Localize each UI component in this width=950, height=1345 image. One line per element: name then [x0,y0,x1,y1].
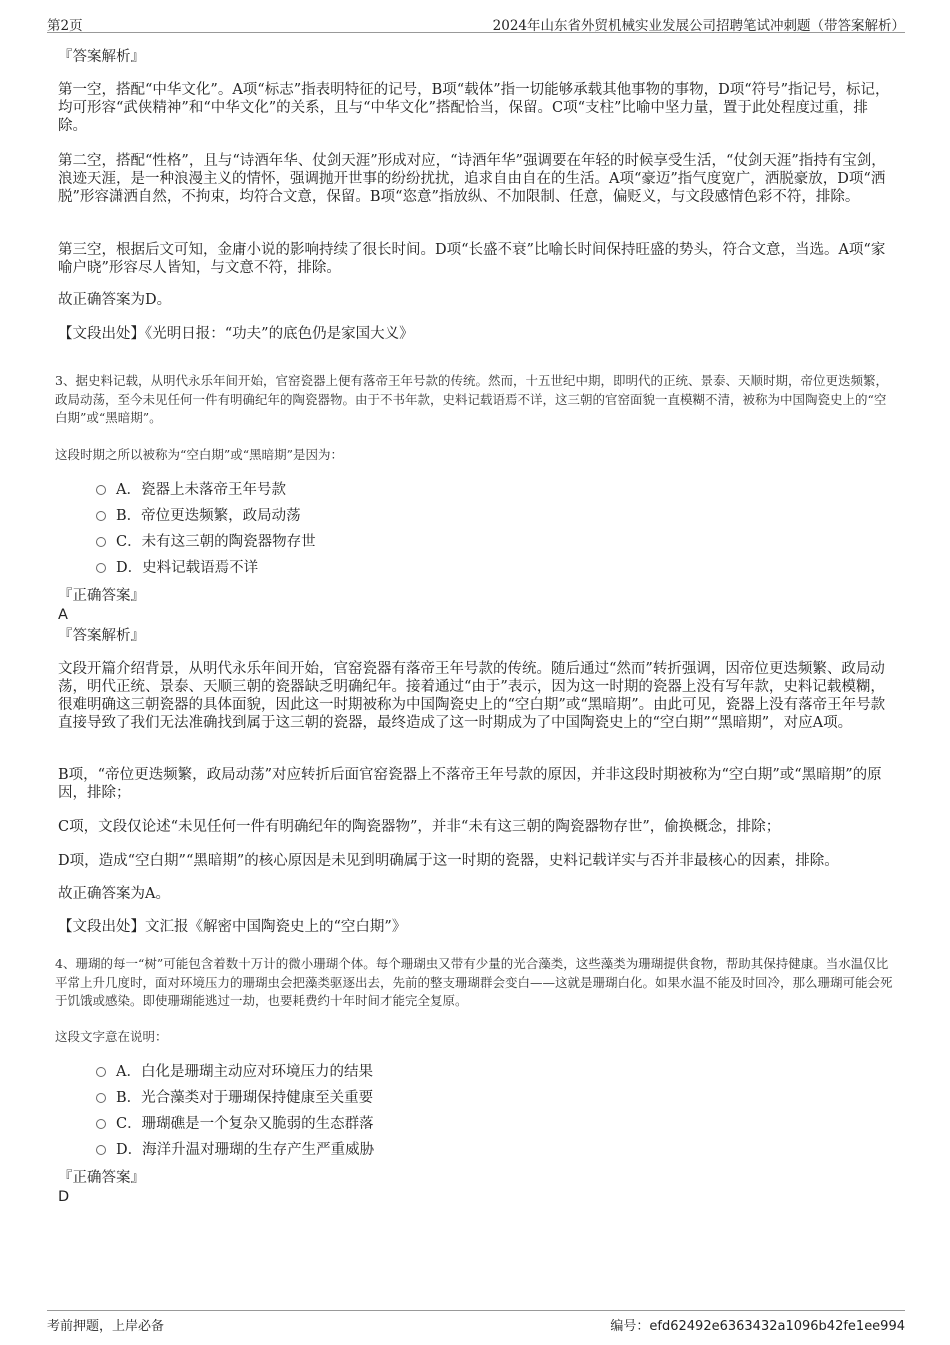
radio-icon[interactable] [96,537,106,547]
q3-source: 【文段出处】文汇报《解密中国陶瓷史上的“空白期”》 [58,919,407,935]
q3-analysis-para4: D项，造成“空白期”“黑暗期”的核心原因是未见到明确属于这一时期的瓷器，史料记载详实与否并非最核心的因素，排除。 [58,853,839,869]
footer-slogan: 考前押题，上岸必备 [47,1319,165,1334]
q3-option-c-label: C．未有这三朝的陶瓷器物存世 [116,534,316,550]
q3-option-a[interactable] [96,481,286,499]
q4-option-d[interactable] [96,1141,374,1159]
q4-option-a[interactable] [96,1063,373,1081]
q3-option-d-label: D．史料记载语焉不详 [116,560,259,576]
q3-analysis-para1: 文段开篇介绍背景，从明代永乐年间开始，官窑瓷器有落帝王年号款的传统。随后通过“然而”转折强调，因帝位更迭频繁、政局动荡，明代正统、景泰、天顺三朝的瓷器缺乏明确纪年。接着通过“由于”表示，因为这一时期的瓷器上没有写年款，史料记载模糊，很难明确这三朝瓷器的具体面貌，因此这一时期被称为中国陶瓷史上的“空白期”或“黑暗期”。由此可见，瓷器上没有落帝王年号款直接导致了我们无法准确找到属于这三朝的瓷器，最终造成了这一时期成为了中国陶瓷史上的“空白期”“黑暗期”，对应A项。 [58,661,886,731]
q4-option-c-label: C．珊瑚礁是一个复杂又脆弱的生态群落 [116,1116,374,1132]
q4-question: 这段文字意在说明： [55,1029,168,1044]
q4-option-b-label: B．光合藻类对于珊瑚保持健康至关重要 [116,1090,374,1106]
q3-answer-title: 『正确答案』 [58,588,145,604]
page-number: 第2页 [47,18,83,34]
radio-icon[interactable] [96,1093,106,1103]
q4-option-c[interactable] [96,1115,374,1133]
radio-icon[interactable] [96,1067,106,1077]
q3-question: 这段时期之所以被称为“空白期”或“黑暗期”是因为： [55,447,344,462]
q3-answer: A [58,607,68,623]
q4-option-b[interactable] [96,1089,373,1107]
q2-source: 【文段出处】《光明日报：“功夫”的底色仍是家国大义》 [58,326,414,342]
q3-stem: 3、据史料记载，从明代永乐年间开始，官窑瓷器上便有落帝王年号款的传统。然而，十五世纪中期，即明代的正统、景泰、天顺时期，帝位更迭频繁，政局动荡，至今未见任何一件有明确纪年的陶瓷器物。由于不书年款，史料记载语焉不详，这三朝的官窑面貌一直模糊不清，被称为中国陶瓷史上的“空白期”或“黑暗期”。 [55,373,888,425]
q2-analysis-para2: 第二空，搭配“性格”，且与“诗酒年华、仗剑天涯”形成对应，“诗酒年华”强调要在年轻的时候享受生活，“仗剑天涯”指持有宝剑，浪迹天涯，是一种浪漫主义的情怀，强调抛开世事的纷纷扰扰，追求自由自在的生活。A项“豪迈”指气度宽广，洒脱豪放，D项“洒脱”形容潇洒自然，不拘束，均符合文意，保留。B项“恣意”指放纵、不加限制、任意，偏贬义，与文段感情色彩不符，排除。 [58,153,886,205]
document-code-label: 编号： [610,1319,650,1334]
radio-icon[interactable] [96,1119,106,1129]
q3-analysis-para3: C项，文段仅论述“未见任何一件有明确纪年的陶瓷器物”，并非“未有这三朝的陶瓷器物存世”，偷换概念，排除； [58,819,781,835]
q2-analysis-para1: 第一空，搭配“中华文化”。A项“标志”指表明特征的记号，B项“载体”指一切能够承载其他事物的事物，D项“符号”指记号，标记，均可形容“武侠精神”和“中华文化”的关系，且与“中华文化”搭配恰当，保留。C项“支柱”比喻中坚力量，置于此处程度过重，排除。 [58,82,890,134]
document-title: 2024年山东省外贸机械实业发展公司招聘笔试冲刺题（带答案解析） [492,18,905,34]
q4-stem: 4、珊瑚的每一“树”可能包含着数十万计的微小珊瑚个体。每个珊瑚虫又带有少量的光合藻类，这些藻类为珊瑚提供食物，帮助其保持健康。当水温仅比平常上升几度时，面对环境压力的珊瑚虫会把藻类驱逐出去，先前的整支珊瑚群会变白——这就是珊瑚白化。如果水温不能及时回冷，那么珊瑚可能会死于饥饿或感染。即使珊瑚能逃过一劫，也要耗费约十年时间才能完全复原。 [55,956,893,1008]
q3-conclusion: 故正确答案为A。 [58,886,170,902]
q3-analysis-title: 『答案解析』 [58,628,145,644]
q2-analysis-para3: 第三空，根据后文可知，金庸小说的影响持续了很长时间。D项“长盛不衰”比喻长时间保持旺盛的势头，符合文意，当选。A项“家喻户晓”形容尽人皆知，与文意不符，排除。 [58,242,886,276]
q4-answer-title: 『正确答案』 [58,1170,145,1186]
q3-option-b-label: B．帝位更迭频繁，政局动荡 [116,508,301,524]
page-footer [47,1310,905,1335]
radio-icon[interactable] [96,563,106,573]
q3-option-a-label: A．瓷器上未落帝王年号款 [116,482,286,498]
q4-option-a-label: A．白化是珊瑚主动应对环境压力的结果 [116,1064,373,1080]
q3-option-b[interactable] [96,507,301,525]
q2-conclusion: 故正确答案为D。 [58,292,172,308]
radio-icon[interactable] [96,511,106,521]
q2-analysis-title: 『答案解析』 [58,49,145,65]
page-header [47,10,905,33]
radio-icon[interactable] [96,1145,106,1155]
document-code [610,1315,905,1334]
radio-icon[interactable] [96,485,106,495]
q3-option-c[interactable] [96,533,316,551]
document-code-value: efd62492e6363432a1096b42fe1ee994 [649,1319,905,1334]
q3-analysis-para2: B项，“帝位更迭频繁，政局动荡”对应转折后面官窑瓷器上不落帝王年号款的原因，并非这段时期被称为“空白期”或“黑暗期”的原因，排除； [58,767,882,801]
q4-answer: D [58,1189,70,1205]
q4-option-d-label: D．海洋升温对珊瑚的生存产生严重威胁 [116,1142,375,1158]
q3-option-d[interactable] [96,559,258,577]
